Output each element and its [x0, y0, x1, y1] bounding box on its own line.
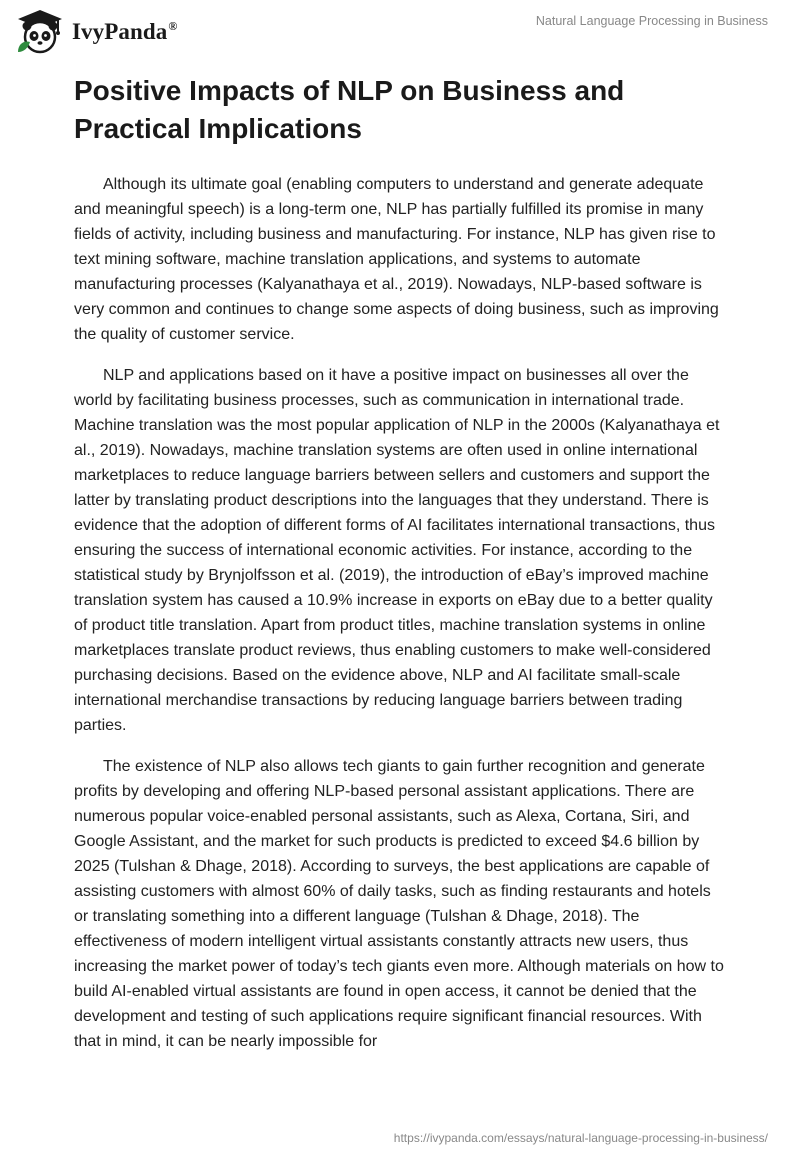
- panda-graduate-icon: [14, 8, 66, 56]
- logo-wordmark: IvyPanda®: [72, 19, 178, 44]
- article-body: [74, 172, 726, 1070]
- page-title: Positive Impacts of NLP on Business and Practical Implications: [74, 75, 625, 144]
- running-title: Natural Language Processing in Business: [535, 14, 768, 28]
- paragraph: NLP and applications based on it have a positive impact on businesses all over the world by facilitating business processes, such as communication in international trade. Machine translation was the most popular application of NLP in the 2000s (Kalyanathaya et al., 2019). Nowadays, machine translation systems are often used in online international marketplaces to reduce language barriers between sellers and customers and support the latter by translating product descriptions into the languages that they understand. There is evidence that the adoption of different forms of AI facilitates international transactions, thus ensuring the success of international economic activities. For instance, according to the statistical study by Brynjolfsson et al. (2019), the introduction of eBay’s improved machine translation system has caused a 10.9% increase in exports on eBay due to a better quality of product title translation. Apart from product titles, machine translation systems in online marketplaces translate product reviews, thus enabling customers to make well-considered purchasing decisions. Based on the evidence above, NLP and AI facilitate small-scale international merchandise transactions by reducing language barriers between trading parties.: [74, 367, 720, 734]
- page-header: [0, 0, 800, 66]
- paragraph: Although its ultimate goal (enabling computers to understand and generate adequate and meaningful speech) is a long-term one, NLP has partially fulfilled its promise in many fields of activity, including business and manufacturing. For instance, NLP has given rise to text mining software, machine translation applications, and systems to automate manufacturing processes (Kalyanathaya et al., 2019). Nowadays, NLP-based software is very common and continues to change some aspects of doing business, such as improving the quality of customer service.: [74, 176, 719, 343]
- source-url-link[interactable]: https://ivypanda.com/essays/natural-language-processing-in-business/: [393, 1131, 768, 1145]
- paragraph: The existence of NLP also allows tech giants to gain further recognition and generate profits by developing and offering NLP-based personal assistant applications. There are numerous popular voice-enabled personal assistants, such as Alexa, Cortana, Siri, and Google Assistant, and the market for such products is predicted to exceed $4.6 billion by 2025 (Tulshan & Dhage, 2018). According to surveys, the best applications are capable of assisting customers with almost 60% of daily tasks, such as finding restaurants and hotels or translating something into a different language (Tulshan & Dhage, 2018). The effectiveness of modern intelligent virtual assistants constantly attracts new users, thus increasing the market power of today’s tech giants even more. Although materials on how to build AI-enabled virtual assistants are found in open access, it cannot be denied that the development and testing of such applications require significant financial resources. With that in mind, it can be nearly impossible for: [74, 758, 724, 1050]
- ivypanda-logo[interactable]: [14, 8, 177, 56]
